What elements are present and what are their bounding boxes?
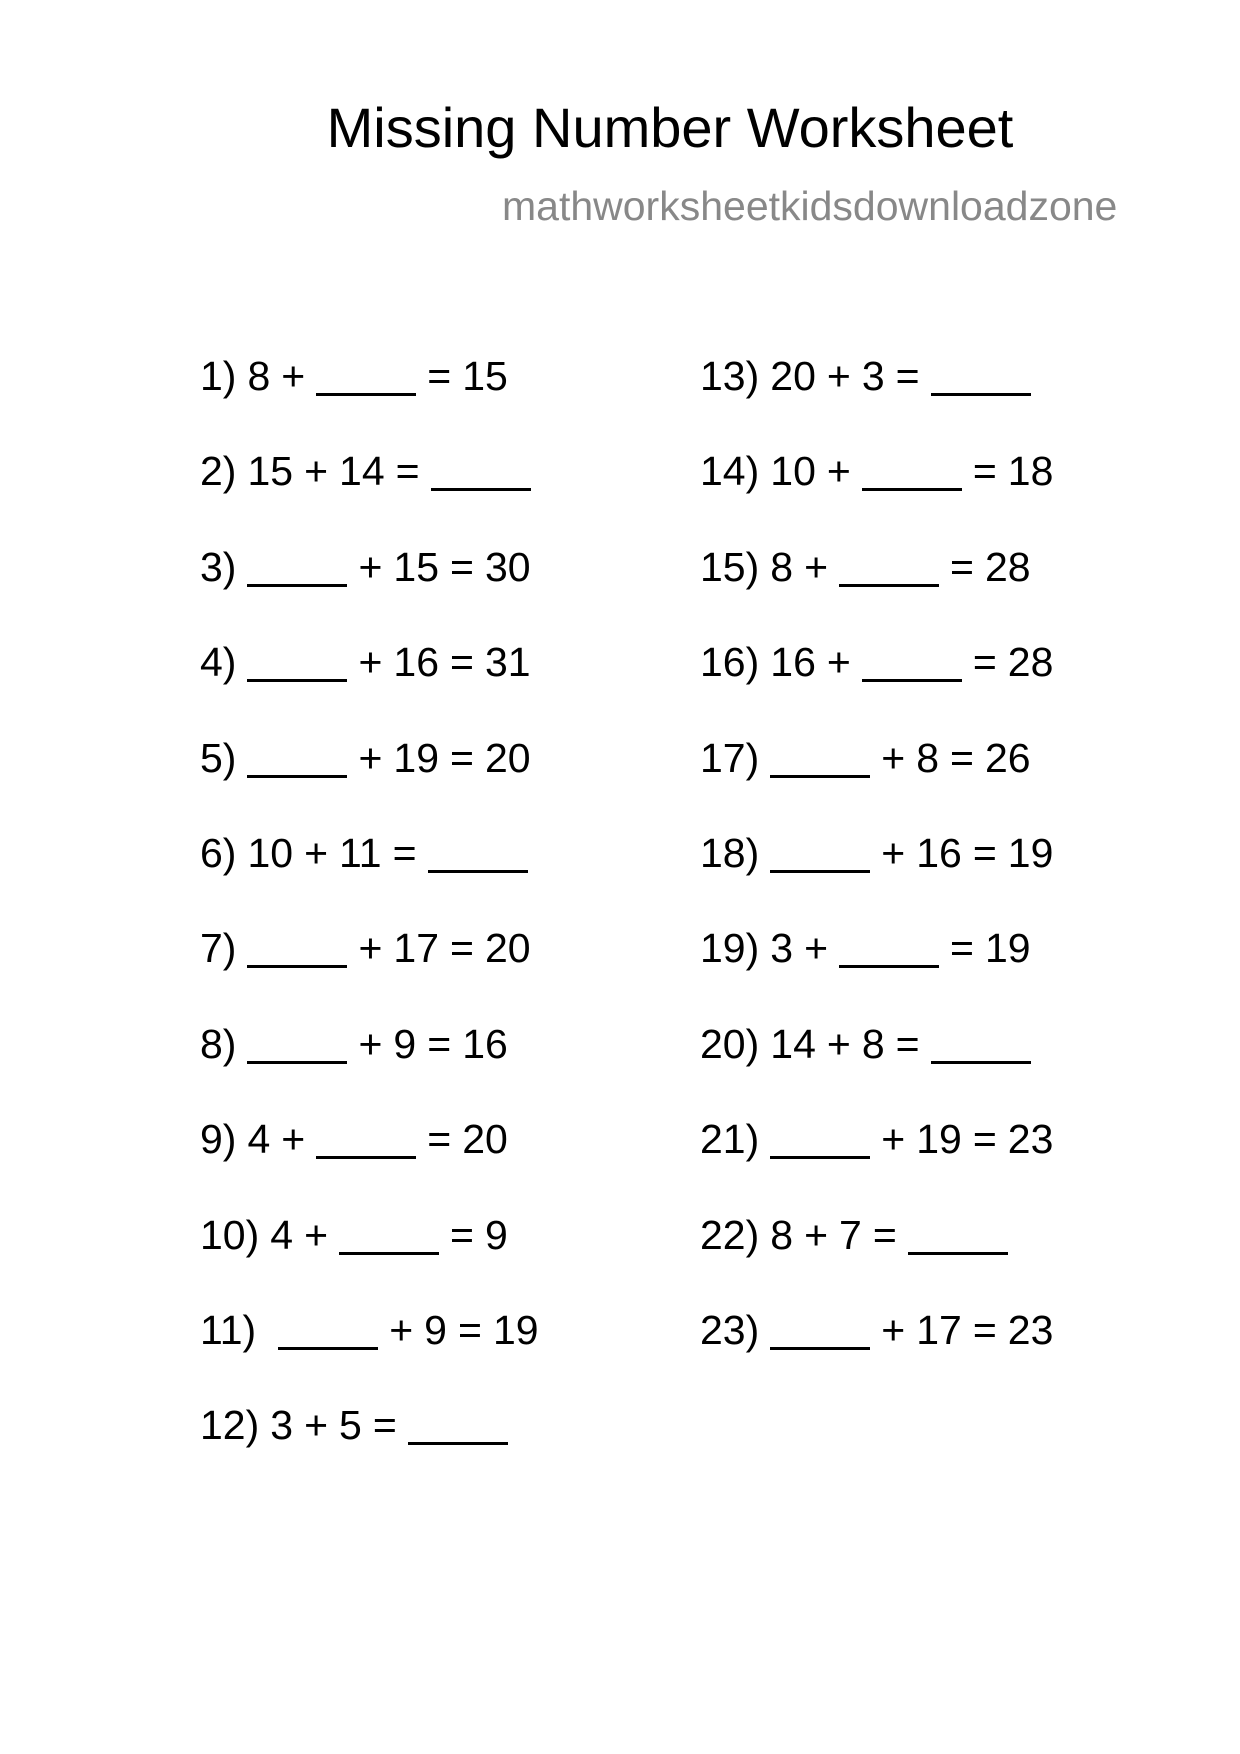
operand: 19 xyxy=(1007,829,1054,876)
operator-plus: + xyxy=(826,353,851,399)
operand: 16 xyxy=(916,829,962,876)
operand: 7 xyxy=(839,1211,862,1258)
operand: 9 xyxy=(393,1020,417,1067)
operator-plus: + xyxy=(881,1306,906,1353)
worksheet-title: Missing Number Worksheet xyxy=(326,96,1014,159)
problem-number: 12) xyxy=(200,1402,260,1449)
problem-number: 16) xyxy=(700,639,760,686)
answer-blank[interactable] xyxy=(316,393,416,396)
problem-item xyxy=(700,1300,1053,1395)
operator-plus: + xyxy=(304,448,329,495)
problem-number: 3) xyxy=(200,543,237,590)
problem-number: 20) xyxy=(700,1020,760,1067)
equals-sign: = xyxy=(872,1211,897,1258)
problem-item xyxy=(200,1395,539,1490)
operator-plus: + xyxy=(358,734,383,781)
operand: 8 xyxy=(916,734,940,781)
problem-number: 9) xyxy=(200,1116,237,1163)
operand: 4 xyxy=(270,1211,294,1258)
operand: 30 xyxy=(484,543,531,590)
operand: 20 xyxy=(484,734,531,781)
operator-plus: + xyxy=(826,639,851,686)
answer-blank[interactable] xyxy=(278,1347,378,1350)
answer-blank[interactable] xyxy=(247,584,347,587)
operator-plus: + xyxy=(304,1211,329,1258)
problem-item xyxy=(200,346,539,441)
operand: 28 xyxy=(984,543,1031,590)
operand: 16 xyxy=(770,639,816,686)
operand: 19 xyxy=(984,925,1031,972)
operand: 23 xyxy=(1007,1306,1054,1353)
operand: 17 xyxy=(393,925,440,972)
problem-number: 7) xyxy=(200,925,237,972)
operand: 20 xyxy=(462,1116,508,1163)
problem-item xyxy=(200,537,539,632)
operator-plus: + xyxy=(389,1306,414,1353)
operand: 8 xyxy=(247,353,271,399)
operand: 9 xyxy=(424,1306,447,1353)
answer-blank[interactable] xyxy=(770,1347,870,1350)
answer-blank[interactable] xyxy=(862,679,962,682)
equals-sign: = xyxy=(450,1211,474,1258)
operator-plus: + xyxy=(804,543,829,590)
equals-sign: = xyxy=(950,925,974,972)
equals-sign: = xyxy=(895,1020,920,1067)
problem-number: 14) xyxy=(700,448,760,495)
equals-sign: = xyxy=(427,1020,452,1067)
operand: 15 xyxy=(247,448,294,495)
answer-blank[interactable] xyxy=(247,1061,347,1064)
problem-number: 15) xyxy=(700,543,760,590)
problem-item xyxy=(700,1109,1053,1204)
operand: 3 xyxy=(270,1402,294,1449)
operand: 16 xyxy=(393,639,440,686)
operand: 15 xyxy=(462,353,508,399)
operand: 4 xyxy=(247,1116,271,1163)
operand: 26 xyxy=(984,734,1031,781)
equals-sign: = xyxy=(950,543,974,590)
equals-sign: = xyxy=(972,1306,997,1353)
equals-sign: = xyxy=(450,543,474,590)
equals-sign: = xyxy=(450,639,474,686)
answer-blank[interactable] xyxy=(247,679,347,682)
answer-blank[interactable] xyxy=(408,1442,508,1445)
operand: 28 xyxy=(1007,639,1054,686)
problem-item xyxy=(200,441,539,536)
answer-blank[interactable] xyxy=(770,775,870,778)
watermark-text: mathworksheetkidsdownloadzone xyxy=(502,183,1118,229)
problem-number: 17) xyxy=(700,734,760,781)
problem-item xyxy=(200,1205,539,1300)
problem-item xyxy=(200,1300,539,1395)
problem-item xyxy=(700,441,1053,536)
operator-plus: + xyxy=(804,1211,829,1258)
equals-sign: = xyxy=(972,448,997,495)
answer-blank[interactable] xyxy=(839,965,939,968)
answer-blank[interactable] xyxy=(247,775,347,778)
answer-blank[interactable] xyxy=(316,1156,416,1159)
operator-plus: + xyxy=(358,543,383,590)
problem-item xyxy=(200,1014,539,1109)
operand: 14 xyxy=(339,448,385,495)
operand: 10 xyxy=(770,448,816,495)
operand: 31 xyxy=(484,639,531,686)
equals-sign: = xyxy=(427,353,452,399)
operand: 18 xyxy=(1007,448,1054,495)
equals-sign: = xyxy=(392,829,417,876)
answer-blank[interactable] xyxy=(770,1156,870,1159)
operator-plus: + xyxy=(881,829,906,876)
problem-number: 18) xyxy=(700,829,760,876)
equals-sign: = xyxy=(950,734,974,781)
answer-blank[interactable] xyxy=(247,965,347,968)
problem-item xyxy=(200,632,539,727)
problem-item xyxy=(700,918,1053,1013)
answer-blank[interactable] xyxy=(431,488,531,491)
operand: 20 xyxy=(770,353,816,399)
operand: 17 xyxy=(916,1306,962,1353)
problem-item xyxy=(200,1109,539,1204)
operator-plus: + xyxy=(881,734,906,781)
operator-plus: + xyxy=(281,353,306,399)
operand: 8 xyxy=(770,1211,794,1258)
answer-blank[interactable] xyxy=(931,1061,1031,1064)
operand: 9 xyxy=(484,1211,508,1258)
problem-item xyxy=(700,632,1053,727)
answer-blank[interactable] xyxy=(339,1252,439,1255)
problem-item xyxy=(700,728,1053,823)
problem-number: 1) xyxy=(200,353,237,399)
operand: 11 xyxy=(339,829,382,876)
problem-item xyxy=(700,1014,1053,1109)
operator-plus: + xyxy=(281,1116,306,1163)
problem-number: 8) xyxy=(200,1020,237,1067)
equals-sign: = xyxy=(972,829,997,876)
problem-item xyxy=(200,728,539,823)
operand: 16 xyxy=(462,1020,508,1067)
equals-sign: = xyxy=(457,1306,482,1353)
operand: 8 xyxy=(770,543,794,590)
problem-number: 5) xyxy=(200,734,237,781)
equals-sign: = xyxy=(450,925,474,972)
problem-number: 2) xyxy=(200,448,237,495)
answer-blank[interactable] xyxy=(862,488,962,491)
operator-plus: + xyxy=(358,639,383,686)
operand: 15 xyxy=(393,543,440,590)
operator-plus: + xyxy=(304,1402,329,1449)
problem-column-right xyxy=(700,346,1053,1395)
operand: 5 xyxy=(339,1402,362,1449)
operator-plus: + xyxy=(804,925,829,972)
operand: 3 xyxy=(770,925,794,972)
answer-blank[interactable] xyxy=(770,870,870,873)
equals-sign: = xyxy=(372,1402,397,1449)
operand: 20 xyxy=(484,925,531,972)
problem-number: 23) xyxy=(700,1306,760,1353)
equals-sign: = xyxy=(972,639,997,686)
problem-item xyxy=(200,918,539,1013)
equals-sign: = xyxy=(427,1116,452,1163)
problem-number: 22) xyxy=(700,1211,760,1258)
answer-blank[interactable] xyxy=(931,393,1031,396)
operator-plus: + xyxy=(826,448,851,495)
problem-item xyxy=(700,1205,1053,1300)
operand: 19 xyxy=(492,1306,539,1353)
problem-column-left xyxy=(200,346,539,1491)
problem-item xyxy=(200,823,539,918)
operator-plus: + xyxy=(881,1116,906,1163)
problem-number: 13) xyxy=(700,353,760,399)
problem-item xyxy=(700,346,1053,441)
problem-number: 4) xyxy=(200,639,237,686)
operand: 14 xyxy=(770,1020,816,1067)
operand: 8 xyxy=(861,1020,885,1067)
equals-sign: = xyxy=(972,1116,997,1163)
operator-plus: + xyxy=(304,829,329,876)
problem-number: 21) xyxy=(700,1116,760,1163)
problem-number: 6) xyxy=(200,829,237,876)
problem-item xyxy=(700,537,1053,632)
problem-item xyxy=(700,823,1053,918)
operand: 10 xyxy=(247,829,294,876)
operand: 19 xyxy=(393,734,440,781)
answer-blank[interactable] xyxy=(428,870,528,873)
answer-blank[interactable] xyxy=(839,584,939,587)
equals-sign: = xyxy=(395,448,420,495)
operand: 3 xyxy=(861,353,885,399)
problem-number: 10) xyxy=(200,1211,260,1258)
problem-number: 19) xyxy=(700,925,760,972)
operator-plus: + xyxy=(826,1020,851,1067)
equals-sign: = xyxy=(895,353,920,399)
answer-blank[interactable] xyxy=(908,1252,1008,1255)
problem-number: 11) xyxy=(200,1306,257,1353)
operand: 19 xyxy=(916,1116,962,1163)
operator-plus: + xyxy=(358,1020,383,1067)
operator-plus: + xyxy=(358,925,383,972)
operand: 23 xyxy=(1007,1116,1054,1163)
equals-sign: = xyxy=(450,734,474,781)
